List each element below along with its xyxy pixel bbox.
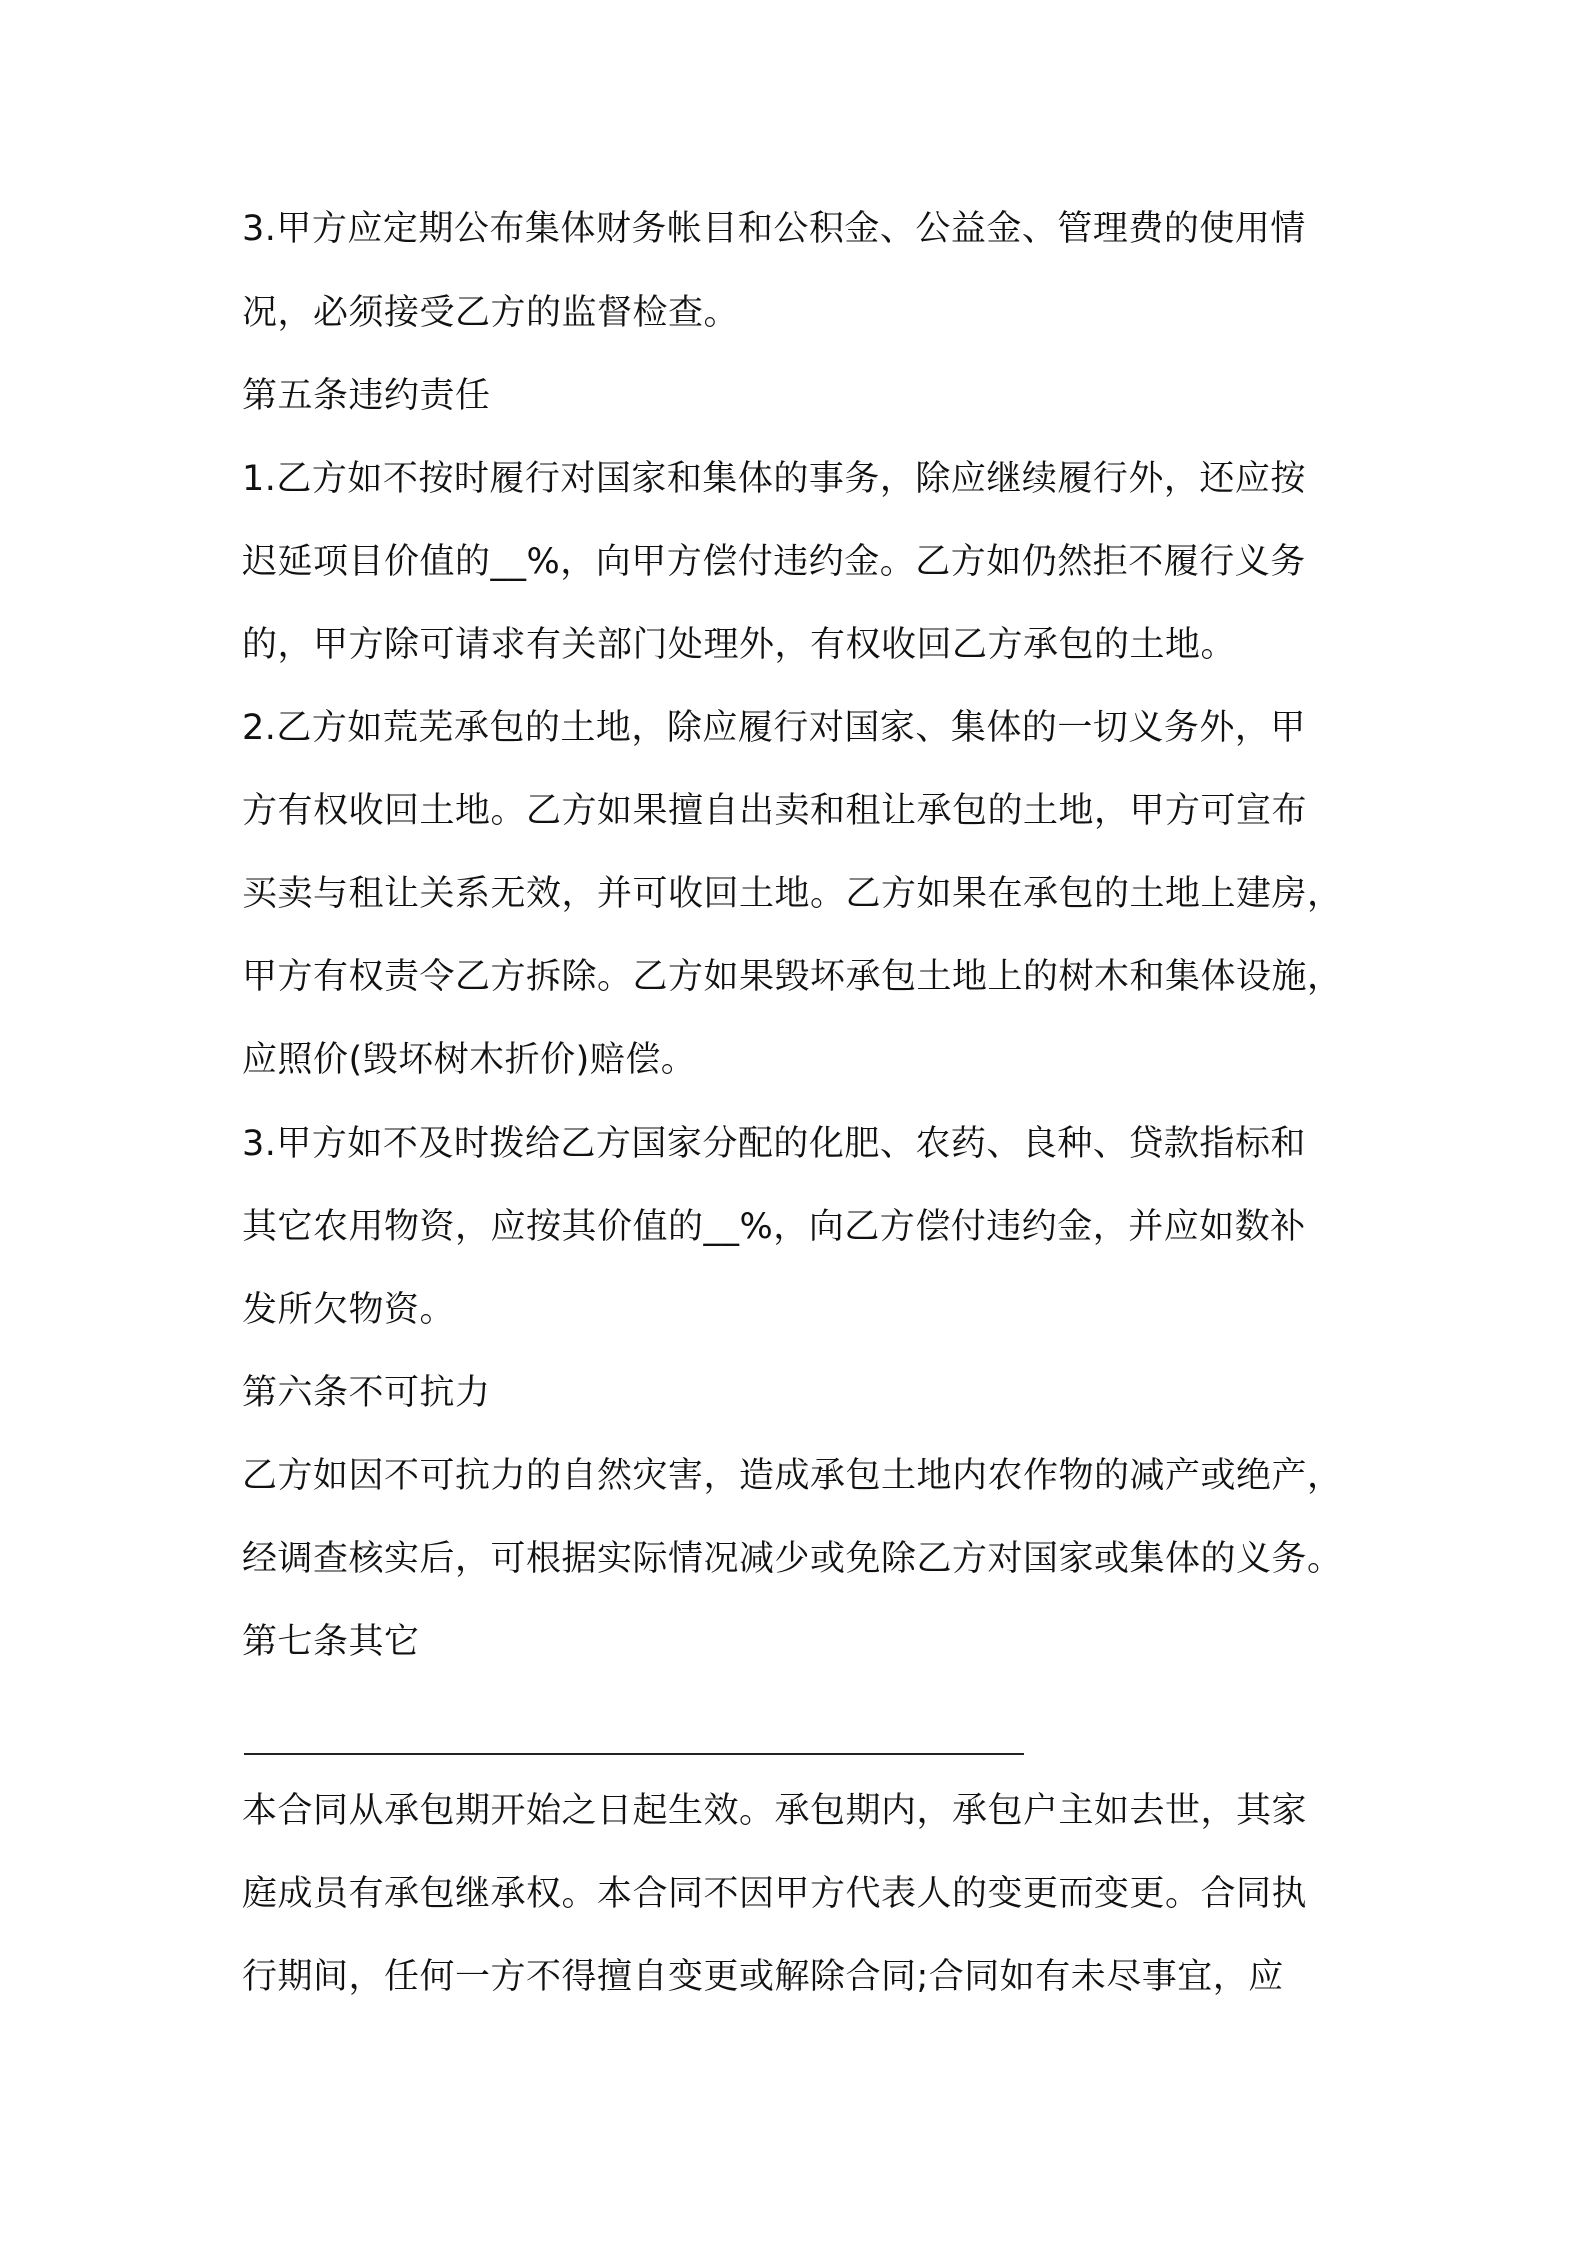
text-line: 经调查核实后，可根据实际情况减少或免除乙方对国家或集体的义务。 <box>242 1539 1343 1579</box>
text-line: 本合同从承包期开始之日起生效。承包期内，承包户主如去世，其家 <box>242 1791 1308 1831</box>
section-heading: 第五条违约责任 <box>242 376 491 416</box>
text-line: 甲方有权责令乙方拆除。乙方如果毁坏承包土地上的树木和集体设施， <box>242 957 1343 997</box>
section-heading: 第七条其它 <box>242 1622 420 1662</box>
text-line: 迟延项目价值的__%，向甲方偿付违约金。乙方如仍然拒不履行义务 <box>242 542 1306 582</box>
text-line: 发所欠物资。 <box>242 1290 456 1330</box>
text-line: 的，甲方除可请求有关部门处理外，有权收回乙方承包的土地。 <box>242 625 1237 665</box>
text-line: 其它农用物资，应按其价值的__%，向乙方偿付违约金，并应如数补 <box>242 1207 1306 1247</box>
section-heading: 第六条不可抗力 <box>242 1373 491 1413</box>
text-line: 3.甲方应定期公布集体财务帐目和公积金、公益金、管理费的使用情 <box>242 209 1306 249</box>
text-line: 乙方如因不可抗力的自然灾害，造成承包土地内农作物的减产或绝产， <box>242 1456 1343 1496</box>
text-line: 行期间，任何一方不得擅自变更或解除合同;合同如有未尽事宜，应 <box>242 1957 1284 1997</box>
text-line: 1.乙方如不按时履行对国家和集体的事务，除应继续履行外，还应按 <box>242 459 1306 499</box>
text-line: 况，必须接受乙方的监督检查。 <box>242 293 740 333</box>
text-line: 2.乙方如荒芜承包的土地，除应履行对国家、集体的一切义务外，甲 <box>242 708 1306 748</box>
text-line: 庭成员有承包继承权。本合同不因甲方代表人的变更而变更。合同执 <box>242 1874 1308 1914</box>
text-line: 方有权收回土地。乙方如果擅自出卖和租让承包的土地，甲方可宣布 <box>242 791 1308 831</box>
text-line: 3.甲方如不及时拨给乙方国家分配的化肥、农药、良种、贷款指标和 <box>242 1124 1306 1164</box>
fill-in-underline <box>244 1753 1024 1755</box>
text-line: 买卖与租让关系无效，并可收回土地。乙方如果在承包的土地上建房， <box>242 874 1343 914</box>
text-line: 应照价(毁坏树木折价)赔偿。 <box>242 1040 697 1080</box>
